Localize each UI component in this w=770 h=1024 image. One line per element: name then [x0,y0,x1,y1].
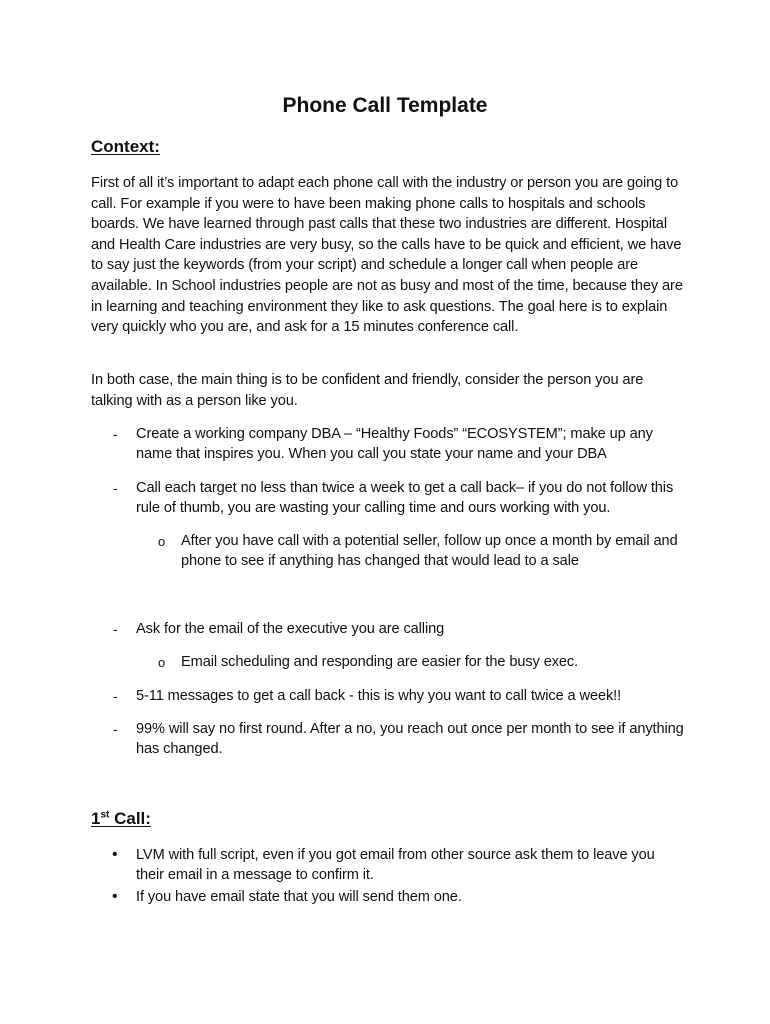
dash-marker: - [113,426,118,442]
context-paragraph-2: In both case, the main thing is to be confident and friendly, consider the person you are talking with as a person like you. [91,372,644,409]
context-heading: Context: [91,137,160,156]
list-item: Create a working company DBA – “Healthy Foods” “ECOSYSTEM”; make up any name that inspires you. When you call you state your name and your DBA [136,426,653,463]
first-call-heading-suffix: st [100,809,110,821]
list-item: LVM with full script, even if you got email from other source ask them to leave you their email in a message to confirm it. [136,847,655,884]
bullet-marker: • [112,888,118,905]
dash-marker: - [113,480,118,496]
context-paragraph-1: First of all it’s important to adapt each phone call with the industry or person you are going to call. For example if you were to have been making phone calls to hospitals and schools boards. We have learned through past calls that these two industries are different. Hospital and Health Care industries are very busy, so the calls have to be quick and efficient, we have to say just the keywords (from your script) and schedule a longer call when people are available. In School industries people are not as busy and most of the time, because they are in learning and teaching environment they like to ask questions. The goal here is to explain very quickly who you are, and ask for a 15 minutes conference call. [91,175,683,336]
list-item: Ask for the email of the executive you are calling [136,621,445,637]
list-subitem: Email scheduling and responding are easier for the busy exec. [181,654,579,670]
first-call-heading-text: Call: [109,809,151,828]
list-subitem: After you have call with a potential seller, follow up once a month by email and phone to see if anything has changed that would lead to a sale [181,533,678,570]
dash-marker: - [113,621,118,637]
list-item: If you have email state that you will send them one. [136,889,462,905]
first-call-heading [91,808,151,830]
list-item: 99% will say no first round. After a no, you reach out once per month to see if anything has changed. [136,721,684,758]
list-item: Call each target no less than twice a week to get a call back– if you do not follow this rule of thumb, you are wasting your calling time and ours working with you. [136,480,674,517]
sub-marker: o [158,534,166,549]
dash-marker: - [113,688,118,704]
sub-marker: o [158,655,166,670]
bullet-marker: • [112,846,118,863]
dash-marker: - [113,721,118,737]
page-title: Phone Call Template [282,94,488,117]
list-item: 5-11 messages to get a call back - this is why you want to call twice a week!! [136,688,622,704]
first-call-heading-number: 1 [91,809,101,828]
